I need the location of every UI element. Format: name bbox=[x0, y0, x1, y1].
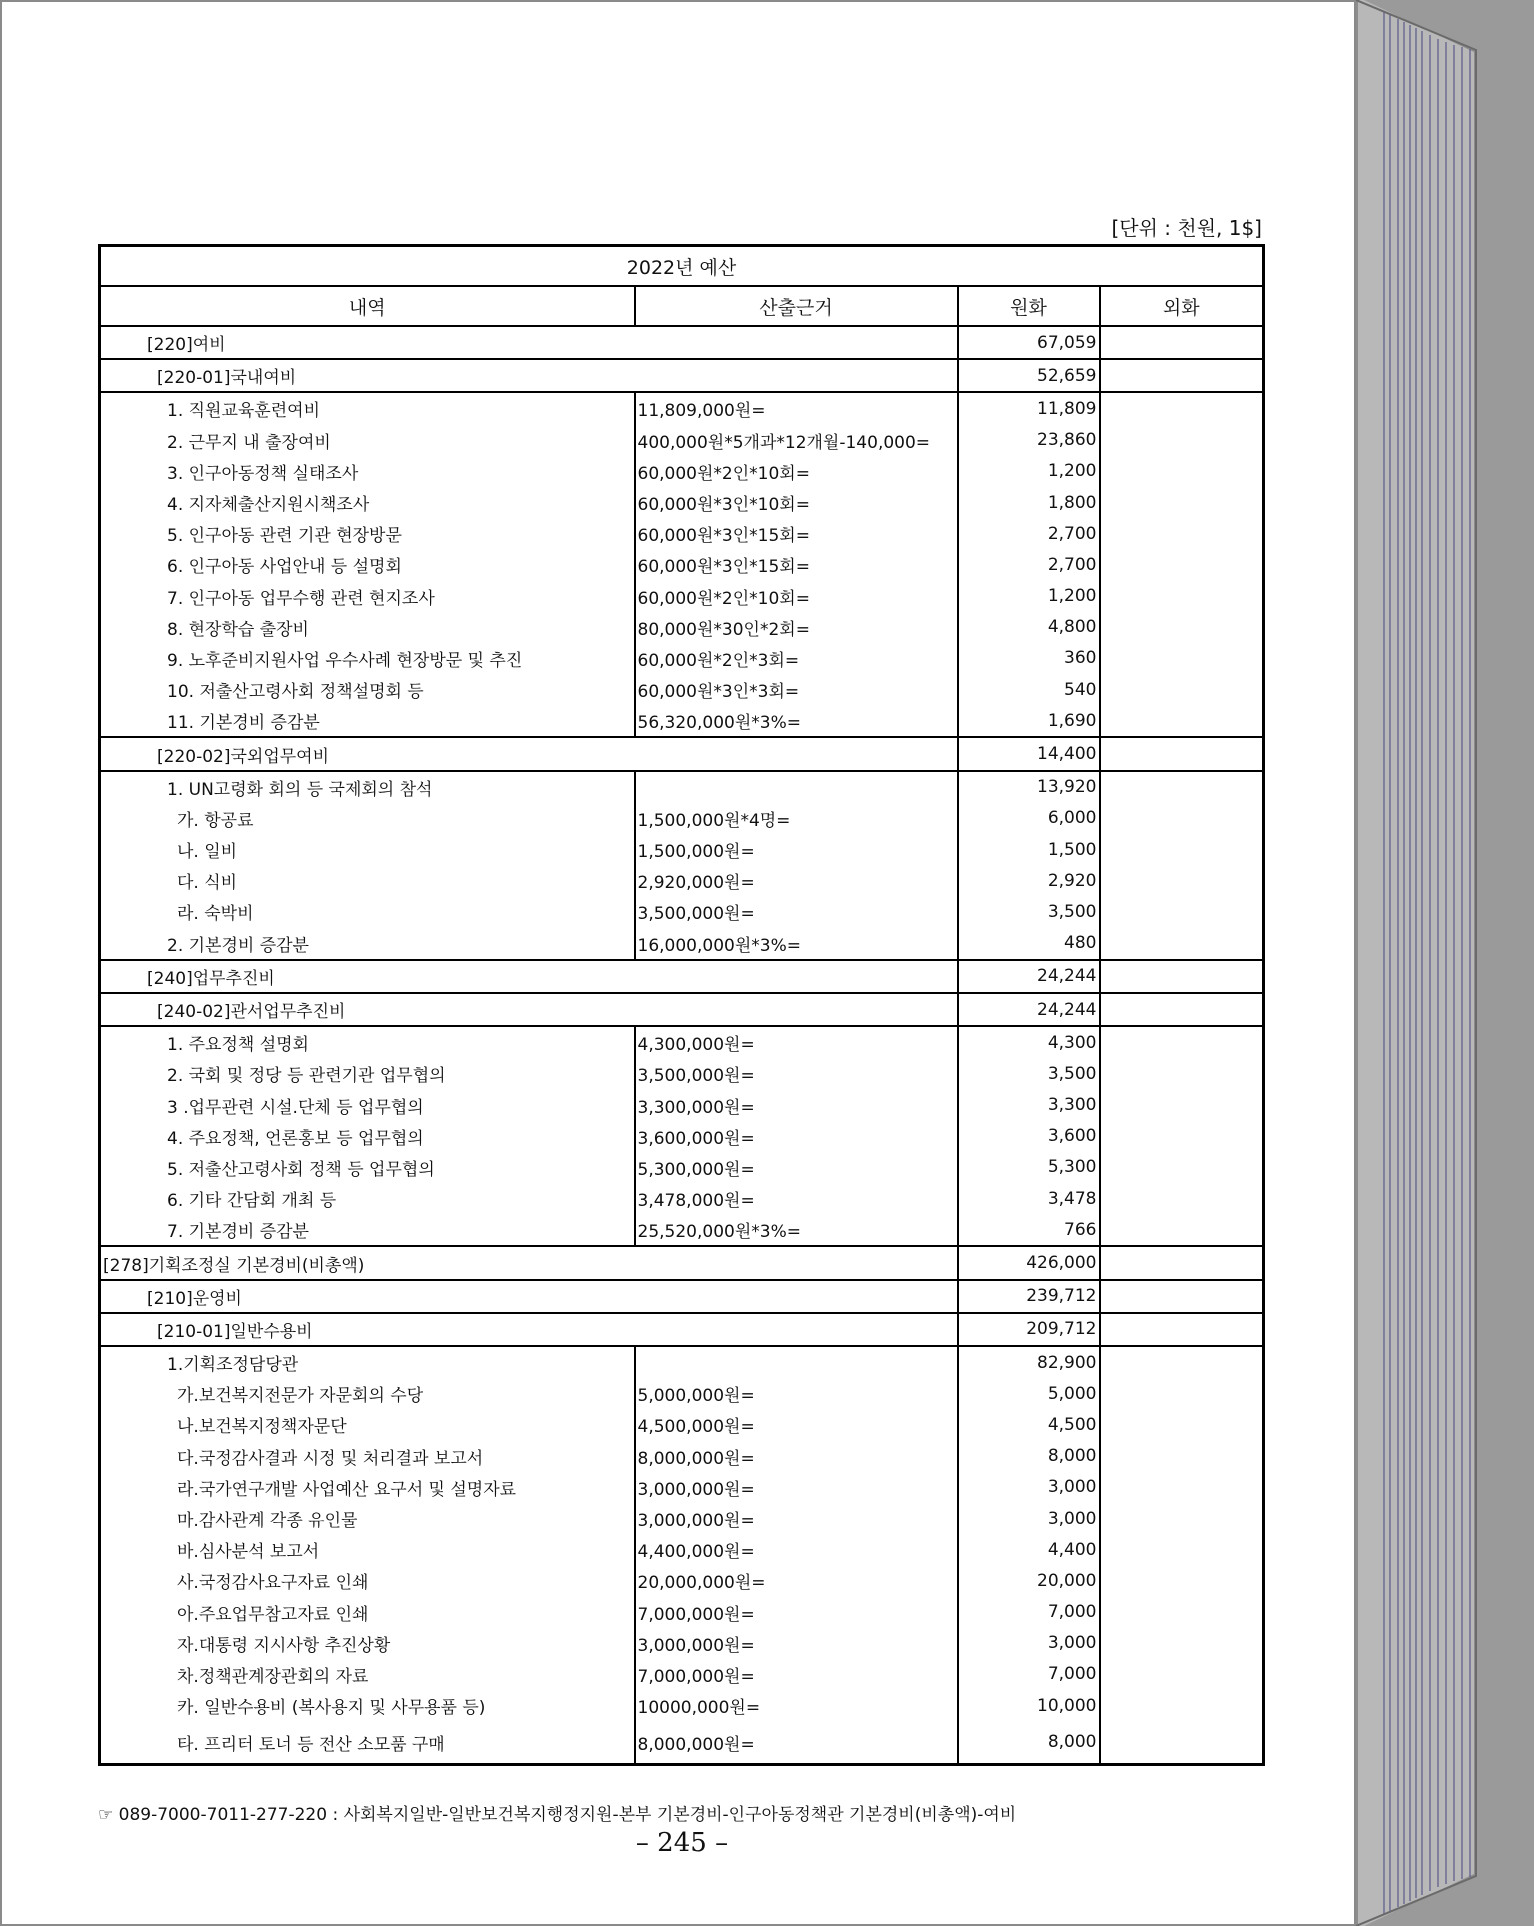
row-label: [210-01]일반수용비 bbox=[100, 1313, 958, 1346]
table-row bbox=[100, 643, 1264, 674]
row-fx bbox=[1100, 1441, 1264, 1472]
row-basis: 16,000,000원*3%= bbox=[635, 928, 958, 960]
row-basis: 2,920,000원= bbox=[635, 865, 958, 896]
row-fx bbox=[1100, 1214, 1264, 1246]
header-item: 내역 bbox=[100, 286, 635, 326]
row-label: 1.기획조정담당관 bbox=[100, 1346, 635, 1378]
row-krw: 1,690 bbox=[958, 705, 1100, 737]
footnote: ☞ 089-7000-7011-277-220 : 사회복지일반-일반보건복지행정지원-본부 기본경비-인구아동정책관 기본경비(비총액)-여비 bbox=[98, 1805, 1017, 1825]
row-label: 11. 기본경비 증감분 bbox=[167, 713, 320, 734]
row-krw: 7,000 bbox=[958, 1659, 1100, 1690]
row-label: 다. 식비 bbox=[177, 873, 238, 894]
row-label: 7. 인구아동 업무수행 관련 현지조사 bbox=[167, 588, 435, 609]
row-fx bbox=[1100, 1628, 1264, 1659]
row-basis: 400,000원*5개과*12개월-140,000= bbox=[635, 425, 958, 456]
table-row bbox=[100, 1246, 1264, 1279]
row-krw: 1,500 bbox=[958, 834, 1100, 865]
row-basis: 3,000,000원= bbox=[635, 1503, 958, 1534]
table-row bbox=[100, 865, 1264, 896]
table-row bbox=[100, 1503, 1264, 1534]
row-basis: 1,500,000원*4명= bbox=[635, 803, 958, 834]
row-krw: 1,200 bbox=[958, 581, 1100, 612]
row-label: 가.보건복지전문가 자문회의 수당 bbox=[177, 1386, 424, 1407]
row-krw: 82,900 bbox=[958, 1346, 1100, 1378]
row-basis: 60,000원*2인*10회= bbox=[635, 456, 958, 487]
table-row bbox=[100, 1058, 1264, 1089]
row-label: 6. 기타 간담회 개최 등 bbox=[167, 1191, 337, 1212]
row-fx bbox=[1100, 1721, 1264, 1765]
table-row bbox=[100, 1721, 1264, 1765]
table-row bbox=[100, 705, 1264, 737]
row-fx bbox=[1100, 1183, 1264, 1214]
table-row bbox=[100, 1280, 1264, 1313]
row-label: 3. 인구아동정책 실태조사 bbox=[167, 463, 359, 484]
row-fx bbox=[1100, 392, 1264, 424]
row-basis: 80,000원*30인*2회= bbox=[635, 612, 958, 643]
row-krw: 8,000 bbox=[958, 1441, 1100, 1472]
row-label: 라. 숙박비 bbox=[177, 904, 254, 925]
table-row bbox=[100, 993, 1264, 1026]
unit-label: [단위 : 천원, 1$] bbox=[1111, 216, 1262, 240]
row-label: 라.국가연구개발 사업예산 요구서 및 설명자료 bbox=[177, 1479, 517, 1500]
table-row bbox=[100, 1690, 1264, 1721]
table-row bbox=[100, 1565, 1264, 1596]
page-stack-edges bbox=[1356, 0, 1534, 1926]
row-fx bbox=[1100, 1313, 1264, 1346]
header-krw: 원화 bbox=[958, 286, 1100, 326]
table-row bbox=[100, 1313, 1264, 1346]
row-label: 바.심사분석 보고서 bbox=[177, 1542, 320, 1563]
row-label: 나. 일비 bbox=[177, 842, 238, 863]
row-label: 자.대통령 지시사항 추진상황 bbox=[177, 1635, 391, 1656]
row-label: 차.정책관계장관회의 자료 bbox=[177, 1666, 369, 1687]
row-krw: 3,000 bbox=[958, 1503, 1100, 1534]
row-krw: 3,500 bbox=[958, 896, 1100, 927]
row-krw: 20,000 bbox=[958, 1565, 1100, 1596]
page-number: – 245 – bbox=[635, 1828, 729, 1858]
table-row bbox=[100, 392, 1264, 424]
row-fx bbox=[1100, 1472, 1264, 1503]
row-krw: 1,200 bbox=[958, 456, 1100, 487]
row-krw: 2,700 bbox=[958, 518, 1100, 549]
row-fx bbox=[1100, 643, 1264, 674]
row-label: 4. 지자체출산지원시책조사 bbox=[167, 495, 370, 516]
row-basis: 20,000,000원= bbox=[635, 1565, 958, 1596]
row-krw: 1,800 bbox=[958, 487, 1100, 518]
row-fx bbox=[1100, 425, 1264, 456]
header-basis: 산출근거 bbox=[635, 286, 958, 326]
row-krw: 24,244 bbox=[958, 960, 1100, 993]
table-row bbox=[100, 1534, 1264, 1565]
row-fx bbox=[1100, 1503, 1264, 1534]
row-label: 3 .업무관련 시설.단체 등 업무협의 bbox=[167, 1097, 424, 1118]
row-label: [240]업무추진비 bbox=[100, 960, 958, 993]
row-label: [278]기획조정실 기본경비(비총액) bbox=[100, 1246, 958, 1279]
row-label: 타. 프리터 토너 등 전산 소모품 구매 bbox=[177, 1734, 445, 1755]
row-krw: 14,400 bbox=[958, 737, 1100, 770]
row-fx bbox=[1100, 359, 1264, 392]
row-label: 아.주요업무참고자료 인쇄 bbox=[177, 1604, 369, 1625]
row-fx bbox=[1100, 834, 1264, 865]
table-row bbox=[100, 834, 1264, 865]
row-basis: 4,400,000원= bbox=[635, 1534, 958, 1565]
row-basis: 8,000,000원= bbox=[635, 1721, 958, 1765]
table-row bbox=[100, 1472, 1264, 1503]
row-krw: 4,500 bbox=[958, 1409, 1100, 1440]
table-row bbox=[100, 1346, 1264, 1378]
table-body bbox=[100, 326, 1264, 1765]
row-fx bbox=[1100, 581, 1264, 612]
row-label: 10. 저출산고령사회 정책설명회 등 bbox=[167, 682, 424, 703]
table-row bbox=[100, 1409, 1264, 1440]
row-label: 1. 주요정책 설명회 bbox=[100, 1026, 635, 1058]
row-basis: 5,300,000원= bbox=[635, 1152, 958, 1183]
row-label: 5. 저출산고령사회 정책 등 업무협의 bbox=[167, 1159, 435, 1180]
row-basis bbox=[635, 1346, 958, 1378]
row-krw: 209,712 bbox=[958, 1313, 1100, 1346]
row-krw: 6,000 bbox=[958, 803, 1100, 834]
row-basis: 3,000,000원= bbox=[635, 1472, 958, 1503]
row-fx bbox=[1100, 674, 1264, 705]
table-row bbox=[100, 771, 1264, 803]
row-fx bbox=[1100, 1346, 1264, 1378]
row-krw: 3,478 bbox=[958, 1183, 1100, 1214]
row-fx bbox=[1100, 456, 1264, 487]
row-label: 9. 노후준비지원사업 우수사례 현장방문 및 추진 bbox=[167, 650, 523, 671]
budget-table bbox=[98, 244, 1265, 1766]
row-label: 마.감사관계 각종 유인물 bbox=[177, 1511, 358, 1532]
row-fx bbox=[1100, 803, 1264, 834]
row-basis: 3,500,000원= bbox=[635, 1058, 958, 1089]
row-krw: 480 bbox=[958, 928, 1100, 960]
row-krw: 540 bbox=[958, 674, 1100, 705]
row-krw: 8,000 bbox=[958, 1721, 1100, 1765]
table-row bbox=[100, 737, 1264, 770]
row-fx bbox=[1100, 960, 1264, 993]
table-row bbox=[100, 359, 1264, 392]
row-krw: 7,000 bbox=[958, 1597, 1100, 1628]
row-krw: 13,920 bbox=[958, 771, 1100, 803]
row-label: 5. 인구아동 관련 기관 현장방문 bbox=[167, 526, 402, 547]
table-row bbox=[100, 456, 1264, 487]
row-fx bbox=[1100, 737, 1264, 770]
row-fx bbox=[1100, 1597, 1264, 1628]
row-basis: 60,000원*3인*3회= bbox=[635, 674, 958, 705]
row-label: 카. 일반수용비 (복사용지 및 사무용품 등) bbox=[177, 1698, 486, 1719]
row-fx bbox=[1100, 487, 1264, 518]
row-label: 4. 주요정책, 언론홍보 등 업무협의 bbox=[167, 1128, 424, 1149]
row-fx bbox=[1100, 612, 1264, 643]
table-row bbox=[100, 1214, 1264, 1246]
row-fx bbox=[1100, 896, 1264, 927]
row-basis: 1,500,000원= bbox=[635, 834, 958, 865]
table-row bbox=[100, 581, 1264, 612]
row-fx bbox=[1100, 1246, 1264, 1279]
row-label: [210]운영비 bbox=[100, 1280, 958, 1313]
table-row bbox=[100, 960, 1264, 993]
row-krw: 24,244 bbox=[958, 993, 1100, 1026]
table-row bbox=[100, 1628, 1264, 1659]
row-label: [220-02]국외업무여비 bbox=[100, 737, 958, 770]
table-row bbox=[100, 1597, 1264, 1628]
table-row bbox=[100, 1378, 1264, 1409]
row-label: 나.보건복지정책자문단 bbox=[177, 1417, 347, 1438]
row-fx bbox=[1100, 1152, 1264, 1183]
table-row bbox=[100, 928, 1264, 960]
row-label: 2. 국회 및 정당 등 관련기관 업무협의 bbox=[167, 1066, 446, 1087]
table-title: 2022년 예산 bbox=[100, 246, 1264, 287]
row-krw: 4,400 bbox=[958, 1534, 1100, 1565]
row-label: 다.국정감사결과 시정 및 처리결과 보고서 bbox=[177, 1448, 484, 1469]
table-row bbox=[100, 803, 1264, 834]
row-krw: 10,000 bbox=[958, 1690, 1100, 1721]
table-row bbox=[100, 612, 1264, 643]
row-fx bbox=[1100, 518, 1264, 549]
row-basis: 3,300,000원= bbox=[635, 1090, 958, 1121]
row-label: 1. 직원교육훈련여비 bbox=[100, 392, 635, 424]
row-basis: 11,809,000원= bbox=[635, 392, 958, 424]
row-fx bbox=[1100, 1659, 1264, 1690]
row-krw: 3,300 bbox=[958, 1090, 1100, 1121]
row-krw: 2,700 bbox=[958, 549, 1100, 580]
row-krw: 5,300 bbox=[958, 1152, 1100, 1183]
row-label: 8. 현장학습 출장비 bbox=[167, 619, 309, 640]
row-label: 2. 기본경비 증감분 bbox=[167, 935, 309, 956]
row-fx bbox=[1100, 1565, 1264, 1596]
row-krw: 23,860 bbox=[958, 425, 1100, 456]
row-basis: 7,000,000원= bbox=[635, 1659, 958, 1690]
row-krw: 3,500 bbox=[958, 1058, 1100, 1089]
row-fx bbox=[1100, 705, 1264, 737]
table-row bbox=[100, 1090, 1264, 1121]
row-fx bbox=[1100, 549, 1264, 580]
row-krw: 52,659 bbox=[958, 359, 1100, 392]
row-krw: 766 bbox=[958, 1214, 1100, 1246]
row-fx bbox=[1100, 1280, 1264, 1313]
row-krw: 5,000 bbox=[958, 1378, 1100, 1409]
row-krw: 426,000 bbox=[958, 1246, 1100, 1279]
table-row bbox=[100, 326, 1264, 359]
row-fx bbox=[1100, 928, 1264, 960]
row-basis: 60,000원*2인*3회= bbox=[635, 643, 958, 674]
row-fx bbox=[1100, 1409, 1264, 1440]
table-row bbox=[100, 1152, 1264, 1183]
row-basis: 5,000,000원= bbox=[635, 1378, 958, 1409]
row-label: 사.국정감사요구자료 인쇄 bbox=[177, 1573, 369, 1594]
table-row bbox=[100, 1026, 1264, 1058]
row-basis: 3,000,000원= bbox=[635, 1628, 958, 1659]
row-basis: 60,000원*3인*15회= bbox=[635, 549, 958, 580]
table-row bbox=[100, 896, 1264, 927]
table-row bbox=[100, 1121, 1264, 1152]
row-basis: 25,520,000원*3%= bbox=[635, 1214, 958, 1246]
row-krw: 239,712 bbox=[958, 1280, 1100, 1313]
row-label: 2. 근무지 내 출장여비 bbox=[167, 432, 331, 453]
table-row bbox=[100, 1659, 1264, 1690]
row-label: [220-01]국내여비 bbox=[100, 359, 958, 392]
table-row bbox=[100, 487, 1264, 518]
table-row bbox=[100, 425, 1264, 456]
row-fx bbox=[1100, 865, 1264, 896]
table-row bbox=[100, 1183, 1264, 1214]
row-krw: 4,800 bbox=[958, 612, 1100, 643]
row-label: [220]여비 bbox=[100, 326, 958, 359]
row-fx bbox=[1100, 1121, 1264, 1152]
row-fx bbox=[1100, 1378, 1264, 1409]
row-krw: 11,809 bbox=[958, 392, 1100, 424]
row-krw: 4,300 bbox=[958, 1026, 1100, 1058]
row-fx bbox=[1100, 1090, 1264, 1121]
row-krw: 3,000 bbox=[958, 1628, 1100, 1659]
row-fx bbox=[1100, 1534, 1264, 1565]
row-krw: 3,000 bbox=[958, 1472, 1100, 1503]
row-basis: 3,500,000원= bbox=[635, 896, 958, 927]
row-fx bbox=[1100, 993, 1264, 1026]
row-fx bbox=[1100, 771, 1264, 803]
row-label: [240-02]관서업무추진비 bbox=[100, 993, 958, 1026]
row-krw: 360 bbox=[958, 643, 1100, 674]
row-basis: 60,000원*2인*10회= bbox=[635, 581, 958, 612]
row-basis: 3,600,000원= bbox=[635, 1121, 958, 1152]
row-basis: 60,000원*3인*15회= bbox=[635, 518, 958, 549]
row-label: 6. 인구아동 사업안내 등 설명회 bbox=[167, 557, 402, 578]
row-fx bbox=[1100, 1058, 1264, 1089]
row-basis: 10000,000원= bbox=[635, 1690, 958, 1721]
row-basis: 60,000원*3인*10회= bbox=[635, 487, 958, 518]
row-basis: 3,478,000원= bbox=[635, 1183, 958, 1214]
row-basis: 4,300,000원= bbox=[635, 1026, 958, 1058]
row-label: 가. 항공료 bbox=[177, 810, 254, 831]
row-basis: 7,000,000원= bbox=[635, 1597, 958, 1628]
row-fx bbox=[1100, 326, 1264, 359]
row-krw: 2,920 bbox=[958, 865, 1100, 896]
row-label: 1. UN고령화 회의 등 국제회의 참석 bbox=[100, 771, 635, 803]
table-row bbox=[100, 518, 1264, 549]
table-row bbox=[100, 674, 1264, 705]
row-basis: 4,500,000원= bbox=[635, 1409, 958, 1440]
table-row bbox=[100, 549, 1264, 580]
row-basis: 8,000,000원= bbox=[635, 1441, 958, 1472]
row-krw: 3,600 bbox=[958, 1121, 1100, 1152]
table-row bbox=[100, 1441, 1264, 1472]
row-basis: 56,320,000원*3%= bbox=[635, 705, 958, 737]
row-krw: 67,059 bbox=[958, 326, 1100, 359]
row-label: 7. 기본경비 증감분 bbox=[167, 1222, 309, 1243]
header-fx: 외화 bbox=[1100, 286, 1264, 326]
row-basis bbox=[635, 771, 958, 803]
row-fx bbox=[1100, 1026, 1264, 1058]
row-fx bbox=[1100, 1690, 1264, 1721]
